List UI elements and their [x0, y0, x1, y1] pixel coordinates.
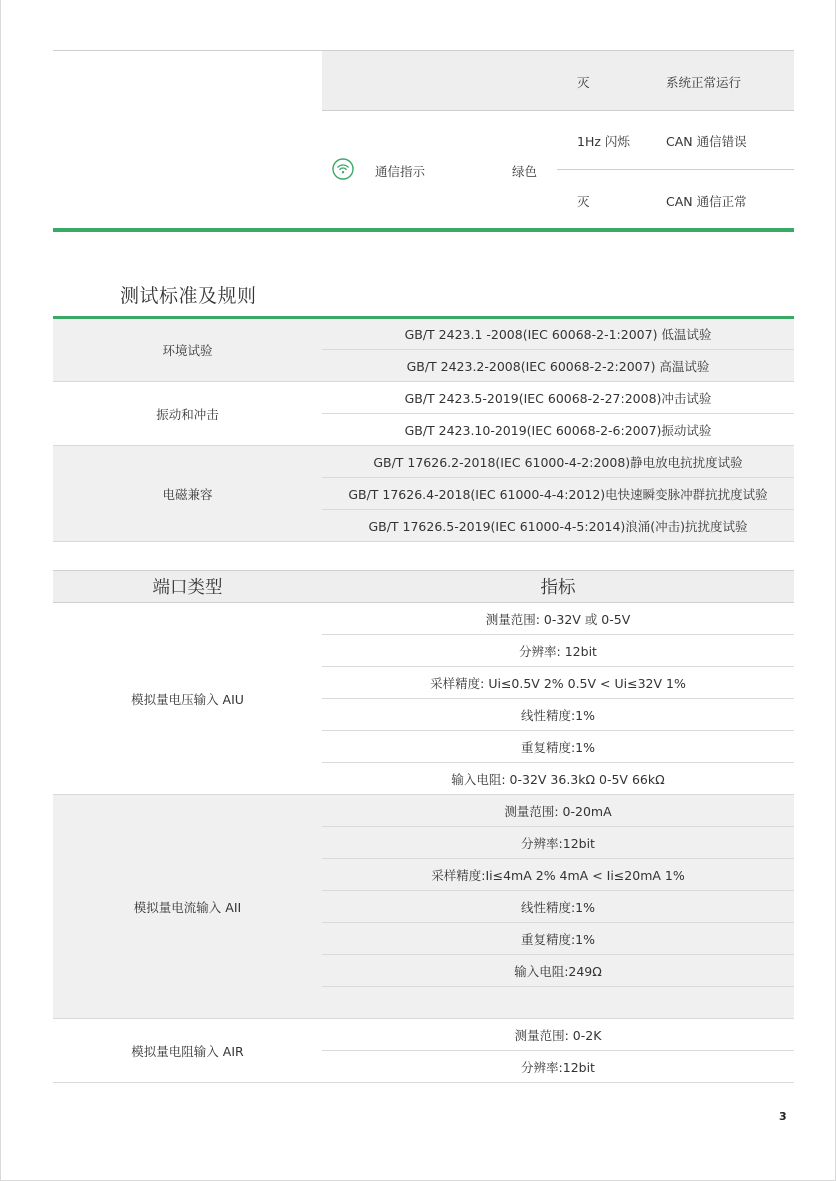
standard-cell: GB/T 17626.5-2019(IEC 61000-4-5:2014)浪涌(冲击)抗扰度试验 — [322, 510, 794, 542]
spec-cell: 测量范围: 0-20mA — [322, 795, 794, 827]
spec-cell: 分辨率:12bit — [322, 1051, 794, 1083]
standard-cell: GB/T 2423.5-2019(IEC 60068-2-27:2008)冲击试验 — [322, 382, 794, 414]
standard-cell: GB/T 2423.2-2008(IEC 60068-2-2:2007) 高温试验 — [322, 350, 794, 382]
section-divider — [53, 228, 794, 232]
spec-header: 指标 — [322, 571, 794, 603]
spec-cell: 输入电阻:249Ω — [322, 955, 794, 987]
indicator-color: 绿色 — [512, 164, 538, 179]
page-number: 3 — [779, 1110, 787, 1123]
table-row — [53, 382, 794, 414]
port-type-cell: 模拟量电阻输入 AIR — [53, 1019, 322, 1083]
standards-table — [53, 316, 794, 542]
standard-cell: GB/T 17626.2-2018(IEC 61000-4-2:2008)静电放电抗扰度试验 — [322, 446, 794, 478]
wifi-icon — [332, 158, 354, 180]
section-title: 测试标准及规则 — [120, 285, 257, 307]
spec-cell: 测量范围: 0-32V 或 0-5V — [322, 603, 794, 635]
standard-cell: GB/T 2423.1 -2008(IEC 60068-2-1:2007) 低温试验 — [322, 318, 794, 350]
table-row — [53, 603, 794, 635]
row-divider — [322, 110, 794, 111]
spec-cell: 测量范围: 0-2K — [322, 1019, 794, 1051]
category-cell: 电磁兼容 — [53, 446, 322, 542]
state-blink-cell: 1Hz 闪烁 — [577, 134, 630, 149]
standard-cell: GB/T 17626.4-2018(IEC 61000-4-4:2012)电快速瞬变脉冲群抗扰度试验 — [322, 478, 794, 510]
state-off-cell: 灭 — [577, 75, 590, 90]
table-row — [53, 318, 794, 350]
port-spec-table — [53, 570, 794, 1083]
row-divider — [557, 169, 794, 170]
port-type-cell: 模拟量电流输入 AII — [53, 795, 322, 1019]
state-meaning-cell: 系统正常运行 — [666, 75, 742, 90]
spec-cell: 分辨率:12bit — [322, 827, 794, 859]
indicator-label: 通信指示 — [375, 164, 426, 179]
category-cell: 环境试验 — [53, 318, 322, 382]
port-type-header: 端口类型 — [53, 571, 322, 603]
spec-cell: 重复精度:1% — [322, 731, 794, 763]
spec-cell: 线性精度:1% — [322, 891, 794, 923]
state-meaning-cell: CAN 通信错误 — [666, 134, 747, 149]
category-cell: 振动和冲击 — [53, 382, 322, 446]
state-off-cell: 灭 — [577, 194, 590, 209]
spec-cell: 采样精度: Ui≤0.5V 2% 0.5V < Ui≤32V 1% — [322, 667, 794, 699]
state-meaning-cell: CAN 通信正常 — [666, 194, 747, 209]
table-row — [53, 1019, 794, 1051]
spec-cell: 分辨率: 12bit — [322, 635, 794, 667]
port-type-cell: 模拟量电压输入 AIU — [53, 603, 322, 795]
table-header-row — [53, 571, 794, 603]
status-indicator-table — [53, 50, 794, 232]
table-row — [53, 446, 794, 478]
spec-cell: 重复精度:1% — [322, 923, 794, 955]
table-row — [53, 795, 794, 827]
spec-cell: 采样精度:Ii≤4mA 2% 4mA < Ii≤20mA 1% — [322, 859, 794, 891]
spec-cell: 线性精度:1% — [322, 699, 794, 731]
standard-cell: GB/T 2423.10-2019(IEC 60068-2-6:2007)振动试验 — [322, 414, 794, 446]
spec-cell: 输入电阻: 0-32V 36.3kΩ 0-5V 66kΩ — [322, 763, 794, 795]
spec-cell — [322, 987, 794, 1019]
